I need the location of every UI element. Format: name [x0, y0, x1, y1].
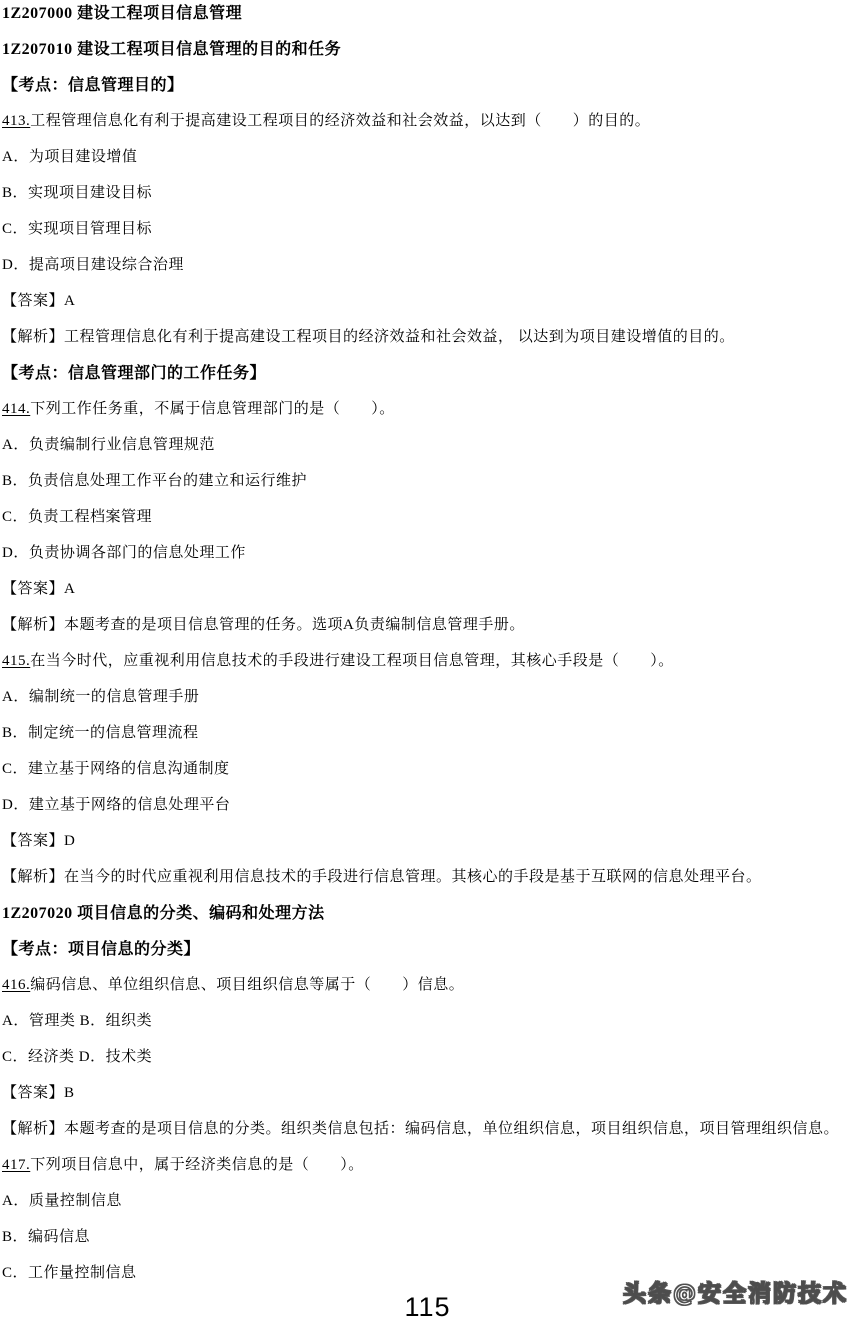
option-item: B．实现项目建设目标: [2, 185, 153, 201]
option-item: A．管理类 B．组织类: [2, 1013, 153, 1029]
question-number: 414.: [2, 401, 31, 417]
option-item: B．制定统一的信息管理流程: [2, 725, 199, 741]
section-heading: 1Z207010 建设工程项目信息管理的目的和任务: [2, 41, 342, 58]
question-text: 编码信息、单位组织信息、项目组织信息等属于（ ）信息。: [30, 977, 465, 993]
option-item: C．建立基于网络的信息沟通制度: [2, 761, 230, 777]
answer-line: 【答案】D: [2, 833, 76, 849]
question-text: 工程管理信息化有利于提高建设工程项目的经济效益和社会效益，以达到（ ）的目的。: [30, 113, 651, 129]
answer-line: 【答案】A: [2, 293, 76, 309]
page-number: 115: [404, 1292, 451, 1322]
analysis-line: 【解析】本题考查的是项目信息管理的任务。选项A负责编制信息管理手册。: [2, 617, 525, 633]
question-text: 下列项目信息中，属于经济类信息的是（ ）。: [30, 1157, 364, 1173]
option-item: A．为项目建设增值: [2, 149, 138, 165]
question-line: [2, 975, 855, 1011]
topic-heading: 【考点：信息管理目的】: [2, 77, 184, 94]
answer-line: 【答案】A: [2, 581, 76, 597]
option-item: D．负责协调各部门的信息处理工作: [2, 545, 246, 561]
question-line: [2, 651, 855, 687]
option-item: B．编码信息: [2, 1229, 91, 1245]
analysis-line: 【解析】在当今的时代应重视利用信息技术的手段进行信息管理。其核心的手段是基于互联网的信息处理平台。: [2, 869, 762, 885]
answer-line: 【答案】B: [2, 1085, 75, 1101]
option-item: C．负责工程档案管理: [2, 509, 153, 525]
option-item: C．实现项目管理目标: [2, 221, 153, 237]
question-text: 在当今时代，应重视利用信息技术的手段进行建设工程项目信息管理，其核心手段是（ ）。: [30, 653, 674, 669]
question-line: [2, 111, 855, 147]
analysis-line: 【解析】本题考查的是项目信息的分类。组织类信息包括：编码信息，单位组织信息，项目组织信息，项目管理组织信息。: [2, 1121, 840, 1137]
section-heading: 1Z207000 建设工程项目信息管理: [2, 5, 243, 22]
watermark-text: 头条@安全消防技术: [623, 1281, 848, 1307]
topic-heading: 【考点：项目信息的分类】: [2, 941, 201, 958]
question-line: [2, 1155, 855, 1191]
option-item: C．经济类 D．技术类: [2, 1049, 153, 1065]
question-number: 415.: [2, 653, 31, 669]
topic-heading: 【考点：信息管理部门的工作任务】: [2, 365, 267, 382]
option-item: D．建立基于网络的信息处理平台: [2, 797, 231, 813]
option-item: D．提高项目建设综合治理: [2, 257, 184, 273]
analysis-line: 【解析】工程管理信息化有利于提高建设工程项目的经济效益和社会效益， 以达到为项目建设增值的目的。: [2, 329, 735, 345]
section-heading: 1Z207020 项目信息的分类、编码和处理方法: [2, 905, 325, 922]
question-text: 下列工作任务重，不属于信息管理部门的是（ ）。: [30, 401, 395, 417]
question-number: 416.: [2, 977, 31, 993]
question-line: [2, 399, 855, 435]
option-item: A．质量控制信息: [2, 1193, 122, 1209]
question-number: 413.: [2, 113, 31, 129]
option-item: A．编制统一的信息管理手册: [2, 689, 200, 705]
question-number: 417.: [2, 1157, 31, 1173]
option-item: B．负责信息处理工作平台的建立和运行维护: [2, 473, 308, 489]
option-item: A．负责编制行业信息管理规范: [2, 437, 215, 453]
option-item: C．工作量控制信息: [2, 1265, 137, 1281]
document-body: [2, 3, 855, 1299]
